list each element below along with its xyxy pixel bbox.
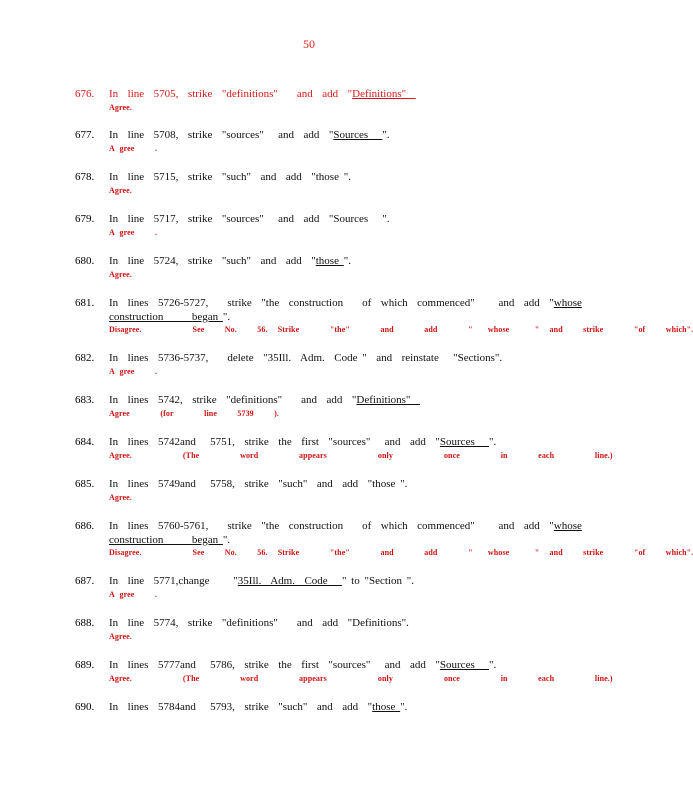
entry-number: 683. — [75, 394, 95, 406]
underlined-insertion: Sources — [333, 129, 383, 141]
instruction-text: In line 5717, strike "sources" and add "Sources ". — [109, 213, 390, 225]
instruction-text: In lines 5749and 5758, strike "such" and add "those ". — [109, 478, 408, 490]
instruction-text: In lines 5742and 5751, strike the first "sources" and add " — [109, 436, 440, 448]
instruction-text: In lines 5742, strike "definitions" and add " — [109, 394, 357, 406]
entry-number: 687. — [75, 575, 95, 587]
response-note: Agree. — [109, 186, 132, 195]
entry-instruction — [109, 574, 529, 588]
response-note: Agree. (The word appears only once in each line.) — [109, 674, 613, 683]
underlined-insertion: those — [372, 701, 401, 713]
underlined-insertion: Definitions" — [356, 394, 420, 406]
entry-number: 688. — [75, 617, 95, 629]
underlined-insertion: Definitions" — [352, 88, 416, 100]
instruction-text: In lines 5784and 5793, strike "such" and add " — [109, 701, 373, 713]
entry-number: 680. — [75, 255, 95, 267]
response-note: A gree . — [109, 590, 157, 599]
entry-number: 686. — [75, 520, 95, 532]
instruction-text: In line 5705, strike "definitions" and add " — [109, 88, 353, 100]
instruction-text-tail: ". — [343, 255, 351, 267]
instruction-text-tail: ". — [488, 436, 497, 448]
instruction-text: In line 5715, strike "such" and add "those ". — [109, 171, 351, 183]
instruction-text-tail: ". — [400, 701, 408, 713]
response-note: Disagree. See No. 56. Strike "the" and add " whose " and strike "of which". — [109, 548, 693, 557]
instruction-text-tail: ". — [382, 129, 390, 141]
response-note: Agree. — [109, 103, 132, 112]
underlined-insertion: whose — [553, 297, 582, 309]
response-note: Agree. — [109, 270, 132, 279]
instruction-text-line2-tail: ". — [222, 534, 231, 546]
entry-instruction — [109, 393, 529, 407]
instruction-text: In lines 5777and 5786, strike the first "sources" and add " — [109, 659, 440, 671]
entry-number: 684. — [75, 436, 95, 448]
underlined-insertion-line2: construction began — [109, 534, 223, 546]
entry-number: 679. — [75, 213, 95, 225]
underlined-insertion-line2: construction began — [109, 311, 223, 323]
entry-instruction — [109, 351, 529, 365]
entry-instruction — [109, 700, 529, 714]
entry-instruction — [109, 212, 529, 226]
instruction-text-tail: " to "Section ". — [341, 575, 414, 587]
entry-number: 690. — [75, 701, 95, 713]
entry-instruction — [109, 435, 529, 449]
response-note: A gree . — [109, 228, 157, 237]
instruction-text: In line 5774, strike "definitions" and add "Definitions". — [109, 617, 409, 629]
entry-instruction — [109, 170, 529, 184]
entry-number: 676. — [75, 88, 95, 100]
underlined-insertion: those — [315, 255, 344, 267]
entry-number: 689. — [75, 659, 95, 671]
response-note: Agree. (The word appears only once in each line.) — [109, 451, 613, 460]
page-number: 50 — [303, 37, 315, 51]
underlined-insertion: whose — [553, 520, 582, 532]
instruction-text: In line 5724, strike "such" and add " — [109, 255, 316, 267]
response-note: Agree. — [109, 493, 132, 502]
entry-number: 682. — [75, 352, 95, 364]
instruction-text: In lines 5736-5737, delete "35Ill. Adm. Code " and reinstate "Sections". — [109, 352, 503, 364]
entry-number: 681. — [75, 297, 95, 309]
entry-number: 678. — [75, 171, 95, 183]
underlined-insertion: 35Ill. Adm. Code — [237, 575, 342, 587]
response-note: Agree. — [109, 632, 132, 641]
instruction-text-tail: ". — [488, 659, 497, 671]
entry-instruction — [109, 128, 529, 142]
instruction-text: In line 5708, strike "sources" and add " — [109, 129, 334, 141]
entry-instruction — [109, 658, 529, 672]
instruction-text-line2-tail: ". — [222, 311, 231, 323]
response-note: A gree . — [109, 367, 157, 376]
response-note: Agree (for line 5739 ). — [109, 409, 280, 418]
underlined-insertion: Sources — [439, 659, 489, 671]
entry-instruction — [109, 87, 529, 101]
entry-instruction — [109, 296, 582, 324]
entry-instruction — [109, 254, 529, 268]
entry-instruction — [109, 616, 529, 630]
underlined-insertion: Sources — [439, 436, 489, 448]
instruction-text: In line 5771,change " — [109, 575, 238, 587]
entry-number: 685. — [75, 478, 95, 490]
response-note: A gree . — [109, 144, 157, 153]
entry-number: 677. — [75, 129, 95, 141]
instruction-text: In lines 5760-5761, strike "the construction of which commenced" and add " — [109, 520, 554, 532]
entry-instruction — [109, 477, 529, 491]
entry-instruction — [109, 519, 582, 547]
response-note: Disagree. See No. 56. Strike "the" and add " whose " and strike "of which". — [109, 325, 693, 334]
instruction-text: In lines 5726-5727, strike "the construction of which commenced" and add " — [109, 297, 554, 309]
